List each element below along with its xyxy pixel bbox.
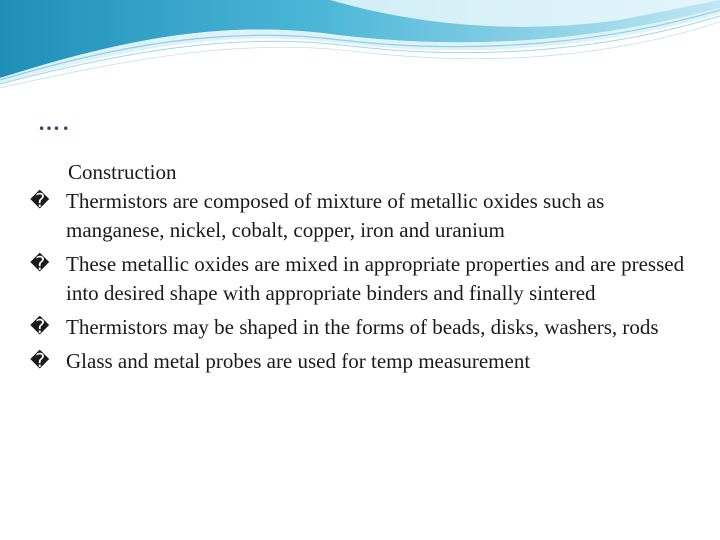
slide-content — [30, 158, 690, 381]
bullet-marker-icon: � — [30, 350, 50, 372]
bullet-marker-icon: � — [30, 316, 50, 338]
bullet-text: Thermistors may be shaped in the forms of beads, disks, washers, rods — [66, 315, 659, 339]
bullet-item — [30, 250, 690, 308]
bullet-text: These metallic oxides are mixed in appropriate properties and are pressed into desired shape with appropriate binders and finally sintered — [66, 252, 685, 305]
section-subheading: Construction — [68, 160, 177, 184]
bullet-item — [30, 313, 690, 342]
wave-header-decoration — [0, 0, 720, 90]
bullet-list — [30, 187, 690, 376]
bullet-marker-icon: � — [30, 253, 50, 275]
bullet-marker-icon: � — [30, 190, 50, 212]
bullet-text: Glass and metal probes are used for temp measurement — [66, 349, 531, 373]
bullet-item — [30, 187, 690, 245]
slide-title: …. — [38, 110, 72, 135]
bullet-text: Thermistors are composed of mixture of metallic oxides such as manganese, nickel, cobalt, copper, iron and uranium — [66, 189, 605, 242]
bullet-item — [30, 347, 690, 376]
